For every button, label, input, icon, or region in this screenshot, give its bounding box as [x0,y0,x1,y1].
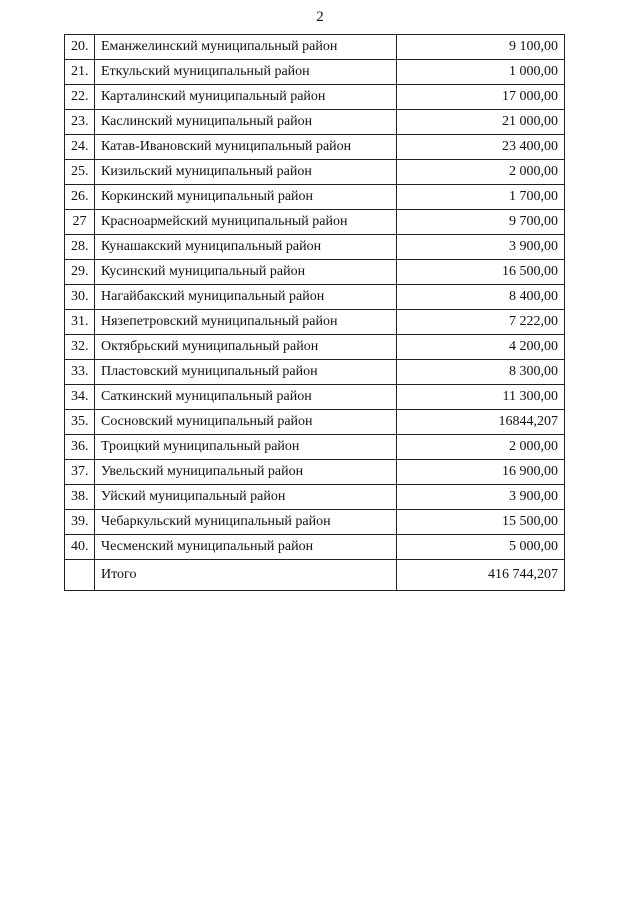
table-row [65,435,565,460]
amount-value: 3 900,00 [397,485,565,510]
amount-value: 21 000,00 [397,110,565,135]
district-name: Чебаркульский муниципальный район [95,510,397,535]
table-body [65,35,565,560]
amount-value: 16 500,00 [397,260,565,285]
amount-value: 5 000,00 [397,535,565,560]
total-value: 416 744,207 [397,560,565,591]
table-row [65,385,565,410]
amount-value: 3 900,00 [397,235,565,260]
district-name: Уйский муниципальный район [95,485,397,510]
table-row [65,260,565,285]
table-row [65,185,565,210]
district-name: Кусинский муниципальный район [95,260,397,285]
row-number: 24. [65,135,95,160]
total-row [65,560,565,591]
district-name: Кизильский муниципальный район [95,160,397,185]
amount-value: 16 900,00 [397,460,565,485]
amount-value: 11 300,00 [397,385,565,410]
district-name: Саткинский муниципальный район [95,385,397,410]
table-row [65,335,565,360]
district-name: Пластовский муниципальный район [95,360,397,385]
row-number: 25. [65,160,95,185]
row-number: 39. [65,510,95,535]
amount-value: 7 222,00 [397,310,565,335]
district-name: Нагайбакский муниципальный район [95,285,397,310]
district-name: Увельский муниципальный район [95,460,397,485]
district-name: Кунашакский муниципальный район [95,235,397,260]
table-row [65,360,565,385]
table-row [65,110,565,135]
row-number: 32. [65,335,95,360]
row-number: 30. [65,285,95,310]
table-row [65,85,565,110]
row-number: 31. [65,310,95,335]
row-number: 33. [65,360,95,385]
district-name: Сосновский муниципальный район [95,410,397,435]
row-number: 21. [65,60,95,85]
table-row [65,535,565,560]
amount-value: 1 000,00 [397,60,565,85]
table-row [65,60,565,85]
amount-value: 9 100,00 [397,35,565,60]
table-row [65,235,565,260]
amount-value: 2 000,00 [397,435,565,460]
table-row [65,210,565,235]
amount-value: 8 400,00 [397,285,565,310]
district-name: Троицкий муниципальный район [95,435,397,460]
amount-value: 4 200,00 [397,335,565,360]
district-name: Октябрьский муниципальный район [95,335,397,360]
total-label: Итого [95,560,397,591]
row-number: 28. [65,235,95,260]
district-name: Нязепетровский муниципальный район [95,310,397,335]
row-number: 37. [65,460,95,485]
table-row [65,135,565,160]
amount-value: 17 000,00 [397,85,565,110]
district-name: Красноармейский муниципальный район [95,210,397,235]
district-name: Коркинский муниципальный район [95,185,397,210]
row-number: 27 [65,210,95,235]
row-number: 40. [65,535,95,560]
row-number: 23. [65,110,95,135]
page-number: 2 [316,9,324,25]
row-number: 20. [65,35,95,60]
allocation-table [64,34,565,591]
amount-value: 15 500,00 [397,510,565,535]
table-row [65,510,565,535]
district-name: Еткульский муниципальный район [95,60,397,85]
row-number: 22. [65,85,95,110]
row-number: 35. [65,410,95,435]
table-row [65,35,565,60]
district-name: Каслинский муниципальный район [95,110,397,135]
table-row [65,410,565,435]
district-name: Еманжелинский муниципальный район [95,35,397,60]
district-name: Чесменский муниципальный район [95,535,397,560]
table-row [65,285,565,310]
amount-value: 8 300,00 [397,360,565,385]
table-row [65,160,565,185]
amount-value: 23 400,00 [397,135,565,160]
amount-value: 2 000,00 [397,160,565,185]
row-number: 26. [65,185,95,210]
row-number: 34. [65,385,95,410]
row-number: 29. [65,260,95,285]
table-row [65,310,565,335]
district-name: Карталинский муниципальный район [95,85,397,110]
row-number: 38. [65,485,95,510]
amount-value: 1 700,00 [397,185,565,210]
table-row [65,485,565,510]
amount-value: 9 700,00 [397,210,565,235]
table-row [65,460,565,485]
total-number-cell [65,560,95,591]
row-number: 36. [65,435,95,460]
amount-value: 16844,207 [397,410,565,435]
district-name: Катав-Ивановский муниципальный район [95,135,397,160]
